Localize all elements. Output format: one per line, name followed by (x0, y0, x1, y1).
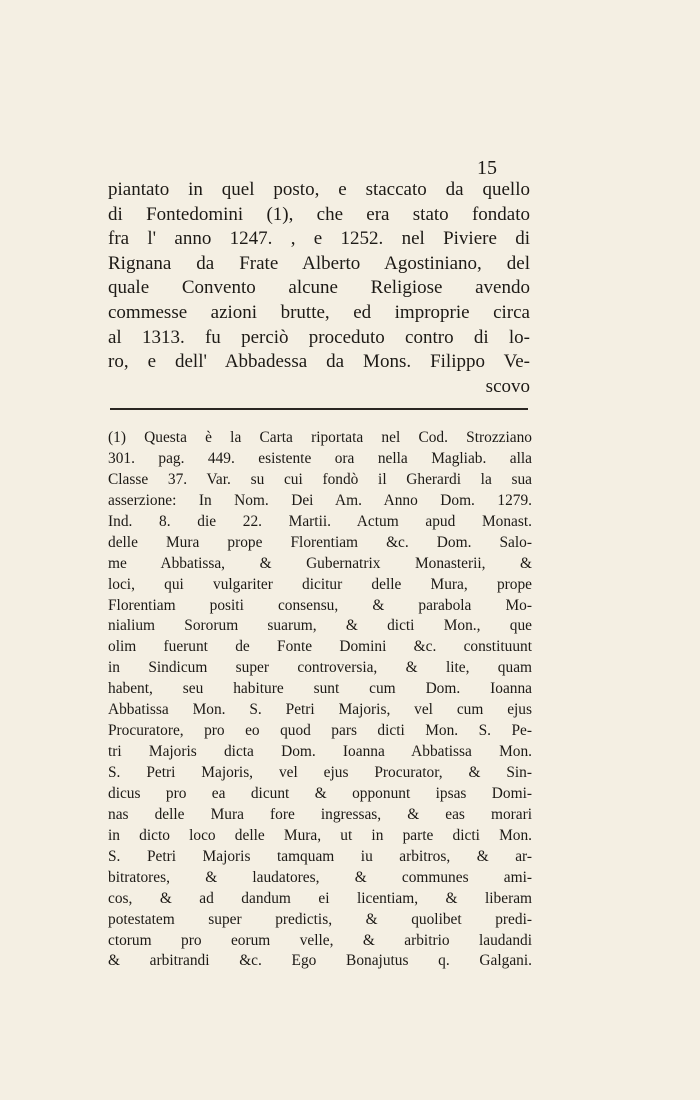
main-text-block (108, 178, 530, 399)
footnote-line: S. Petri Majoris tamquam iu arbitros, & ar- (108, 847, 532, 865)
footnote-line: in dicto loco delle Mura, ut in parte dicti Mon. (108, 826, 532, 844)
footnote-line: (1) Questa è la Carta riportata nel Cod. Strozziano (108, 429, 532, 446)
catchword: scovo (485, 375, 530, 397)
footnote-line: asserzione: In Nom. Dei Am. Anno Dom. 1279. (108, 491, 532, 509)
footnote-line: dicus pro ea dicunt & opponunt ipsas Domi- (108, 784, 532, 802)
footnote-line: tri Majoris dicta Dom. Ioanna Abbatissa Mon. (108, 743, 532, 761)
footnote-line: habent, seu habiture sunt cum Dom. Ioanna (108, 680, 532, 698)
footnote-line: ctorum pro eorum velle, & arbitrio laudandi (108, 931, 532, 949)
main-text-line: commesse azioni brutte, ed improprie circa (108, 301, 530, 323)
footnote-line: Ind. 8. die 22. Martii. Actum apud Monast. (108, 512, 532, 530)
footnote-line: potestatem super predictis, & quolibet predi- (108, 910, 532, 928)
footnote-line: & arbitrandi &c. Ego Bonajutus q. Galgani. (108, 952, 532, 970)
main-text-line: al 1313. fu perciò proceduto contro di lo- (108, 326, 530, 348)
main-text-line: fra l' anno 1247. , e 1252. nel Piviere di (108, 228, 530, 250)
footnote-line: olim fuerunt de Fonte Domini &c. constituunt (108, 638, 532, 656)
footnote-line: nas delle Mura fore ingressas, & eas morari (108, 805, 532, 823)
footnote-line: loci, qui vulgariter dicitur delle Mura, prope (108, 575, 532, 593)
footnote-block (108, 428, 532, 972)
footnote-line: bitratores, & laudatores, & communes ami- (108, 868, 532, 886)
footnote-line: Florentiam positi consensu, & parabola Mo- (108, 596, 532, 614)
page-number: 15 (477, 157, 497, 179)
main-text-line: di Fontedomini (1), che era stato fondato (108, 203, 530, 225)
footnote-line: cos, & ad dandum ei licentiam, & liberam (108, 889, 532, 907)
main-text-line: ro, e dell' Abbadessa da Mons. Filippo Ve- (108, 351, 530, 373)
footnote-line: 301. pag. 449. esistente ora nella Magliab. alla (108, 449, 532, 467)
main-text-line: piantato in quel posto, e staccato da quello (108, 179, 530, 200)
footnote-line: nialium Sororum suarum, & dicti Mon., que (108, 617, 532, 635)
footnote-line: delle Mura prope Florentiam &c. Dom. Salo- (108, 533, 532, 551)
footnote-divider (110, 408, 528, 410)
footnote-line: me Abbatissa, & Gubernatrix Monasterii, & (108, 554, 532, 572)
footnote-line: in Sindicum super controversia, & lite, quam (108, 659, 532, 677)
main-text-line: Rignana da Frate Alberto Agostiniano, del (108, 252, 530, 274)
footnote-line: Procuratore, pro eo quod pars dicti Mon. S. Pe- (108, 722, 532, 740)
main-text-line: quale Convento alcune Religiose avendo (108, 277, 530, 299)
footnote-line: Abbatissa Mon. S. Petri Majoris, vel cum ejus (108, 701, 532, 719)
footnote-line: S. Petri Majoris, vel ejus Procurator, & Sin- (108, 764, 532, 781)
footnote-line: Classe 37. Var. su cui fondò il Gherardi la sua (108, 470, 532, 488)
